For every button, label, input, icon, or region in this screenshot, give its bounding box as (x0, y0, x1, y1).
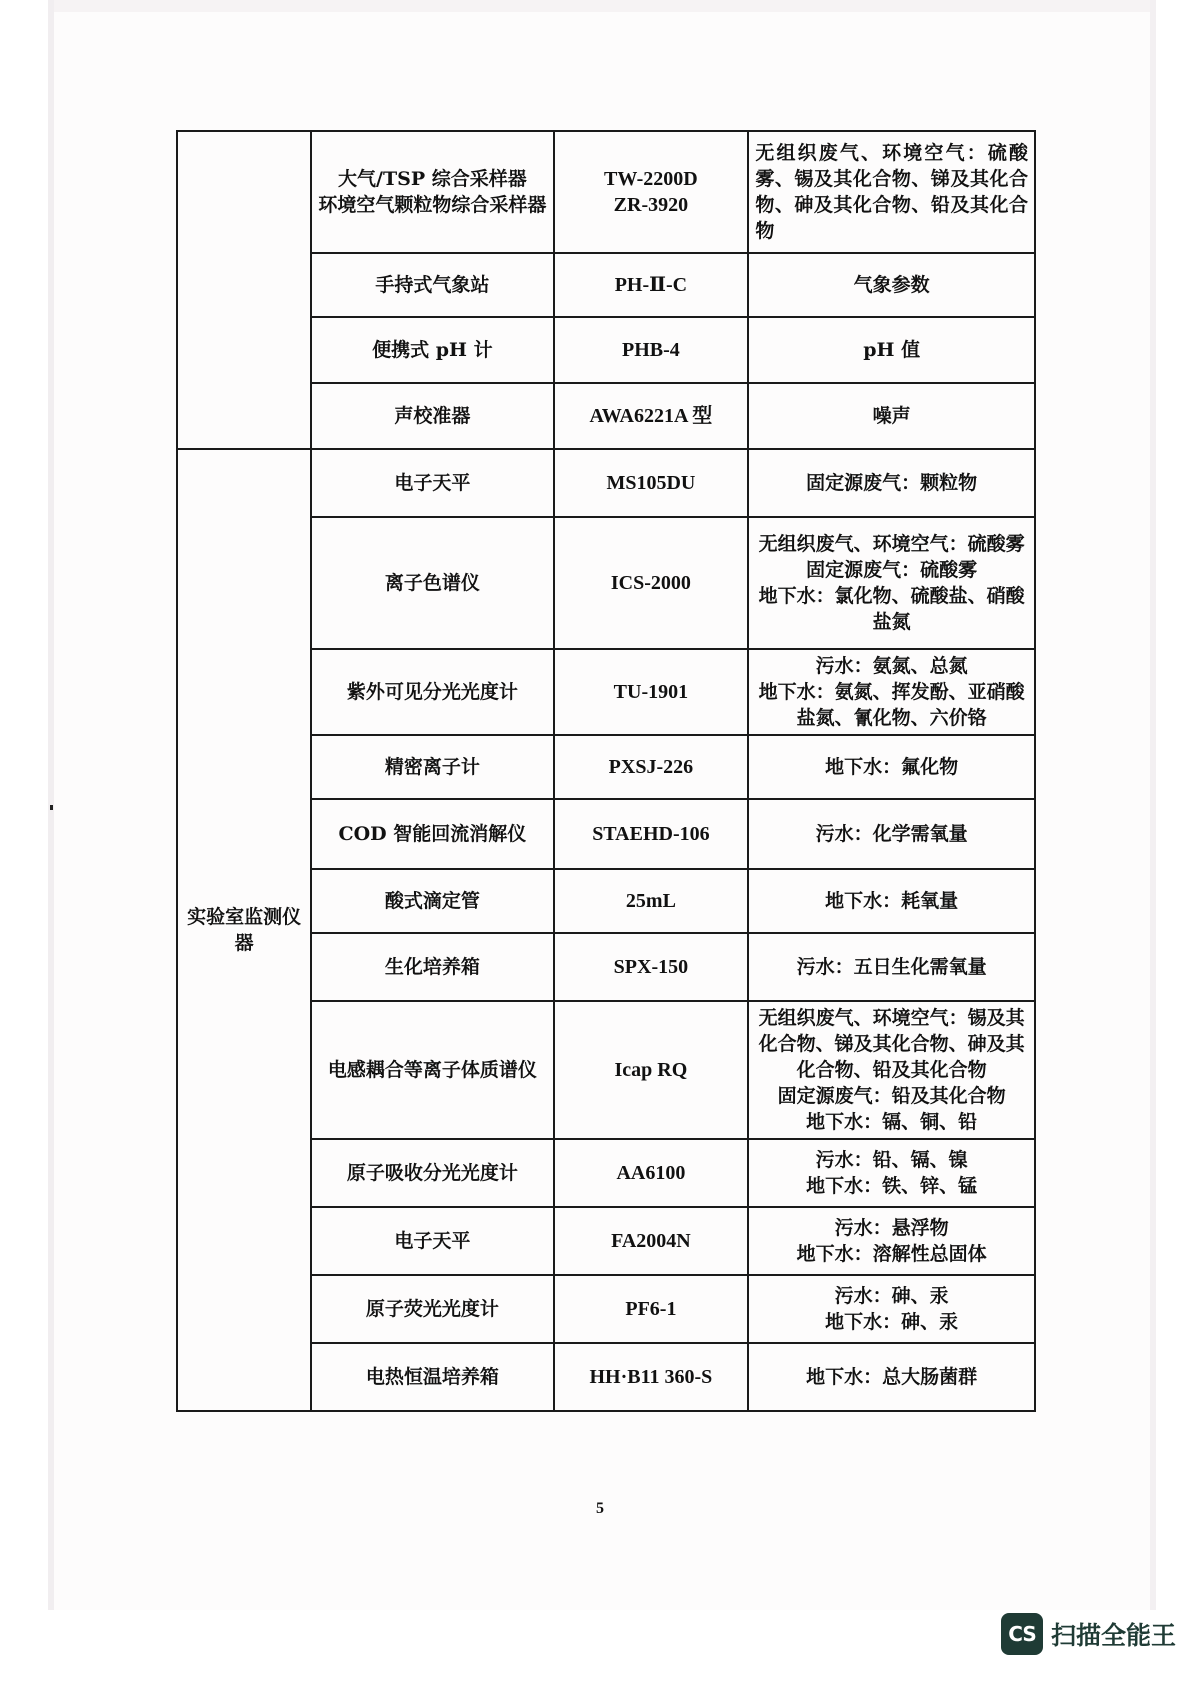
instrument-name: 原子吸收分光光度计 (311, 1139, 553, 1207)
monitoring-items: 污水：化学需氧量 (748, 799, 1035, 869)
instrument-name: 紫外可见分光光度计 (311, 649, 553, 735)
instrument-name: 精密离子计 (311, 735, 553, 799)
instrument-model: AA6100 (554, 1139, 749, 1207)
category-cell-lab: 实验室监测仪器 (177, 449, 311, 1411)
monitoring-items: 污水：砷、汞 地下水：砷、汞 (748, 1275, 1035, 1343)
monitoring-items: 气象参数 (748, 253, 1035, 317)
instrument-model: TU-1901 (554, 649, 749, 735)
instrument-name: 电感耦合等离子体质谱仪 (311, 1001, 553, 1139)
watermark-text: 扫描全能王 (1051, 1621, 1177, 1650)
table-row (177, 449, 1035, 517)
instrument-name: 便携式 pH 计 (311, 317, 553, 383)
instrument-model: PH-Ⅱ-C (554, 253, 749, 317)
table-row (177, 131, 1035, 253)
camscanner-logo-icon: CS (1001, 1613, 1043, 1655)
instrument-model: PF6-1 (554, 1275, 749, 1343)
monitoring-items: 污水：五日生化需氧量 (748, 933, 1035, 1001)
instrument-name: 手持式气象站 (311, 253, 553, 317)
instrument-model: STAEHD-106 (554, 799, 749, 869)
monitoring-items: 噪声 (748, 383, 1035, 449)
monitoring-items: 无组织废气、环境空气：锡及其化合物、锑及其化合物、砷及其化合物、铅及其化合物 固定源废气：铅及其化合物 地下水：镉、铜、铅 (748, 1001, 1035, 1139)
scan-speck (50, 805, 53, 810)
instrument-model: SPX-150 (554, 933, 749, 1001)
monitoring-items: 无组织废气、环境空气：硫酸雾 固定源废气：硫酸雾 地下水：氯化物、硫酸盐、硝酸盐氮 (748, 517, 1035, 649)
instrument-model: PXSJ-226 (554, 735, 749, 799)
instrument-model: Icap RQ (554, 1001, 749, 1139)
monitoring-items: 固定源废气：颗粒物 (748, 449, 1035, 517)
monitoring-items: 无组织废气、环境空气：硫酸雾、锡及其化合物、锑及其化合物、砷及其化合物、铅及其化合物 (748, 131, 1035, 253)
instrument-name: 电热恒温培养箱 (311, 1343, 553, 1411)
monitoring-items: pH 值 (748, 317, 1035, 383)
scan-right-shade (1150, 0, 1156, 1610)
instrument-model: TW-2200D ZR-3920 (554, 131, 749, 253)
monitoring-items: 污水：悬浮物 地下水：溶解性总固体 (748, 1207, 1035, 1275)
instrument-name: 酸式滴定管 (311, 869, 553, 933)
instrument-model: MS105DU (554, 449, 749, 517)
monitoring-items: 地下水：总大肠菌群 (748, 1343, 1035, 1411)
scanner-watermark (1001, 1609, 1176, 1659)
instrument-model: ICS-2000 (554, 517, 749, 649)
instrument-name: 生化培养箱 (311, 933, 553, 1001)
scan-top-shade (48, 0, 1156, 12)
instrument-model: PHB-4 (554, 317, 749, 383)
monitoring-items: 地下水：氟化物 (748, 735, 1035, 799)
category-cell-blank (177, 131, 311, 449)
instrument-name: 大气/TSP 综合采样器 环境空气颗粒物综合采样器 (311, 131, 553, 253)
instrument-table (176, 130, 1036, 1412)
instrument-name: 离子色谱仪 (311, 517, 553, 649)
instrument-name: 电子天平 (311, 1207, 553, 1275)
instrument-name: 原子荧光光度计 (311, 1275, 553, 1343)
instrument-name: 声校准器 (311, 383, 553, 449)
instrument-model: FA2004N (554, 1207, 749, 1275)
instrument-name: COD 智能回流消解仪 (311, 799, 553, 869)
page-number: 5 (596, 1500, 604, 1517)
monitoring-items: 地下水：耗氧量 (748, 869, 1035, 933)
instrument-name: 电子天平 (311, 449, 553, 517)
instrument-model: 25mL (554, 869, 749, 933)
monitoring-items: 污水：铅、镉、镍 地下水：铁、锌、锰 (748, 1139, 1035, 1207)
instrument-model: AWA6221A 型 (554, 383, 749, 449)
monitoring-items: 污水：氨氮、总氮 地下水：氨氮、挥发酚、亚硝酸盐氮、氰化物、六价铬 (748, 649, 1035, 735)
instrument-model: HH·B11 360-S (554, 1343, 749, 1411)
